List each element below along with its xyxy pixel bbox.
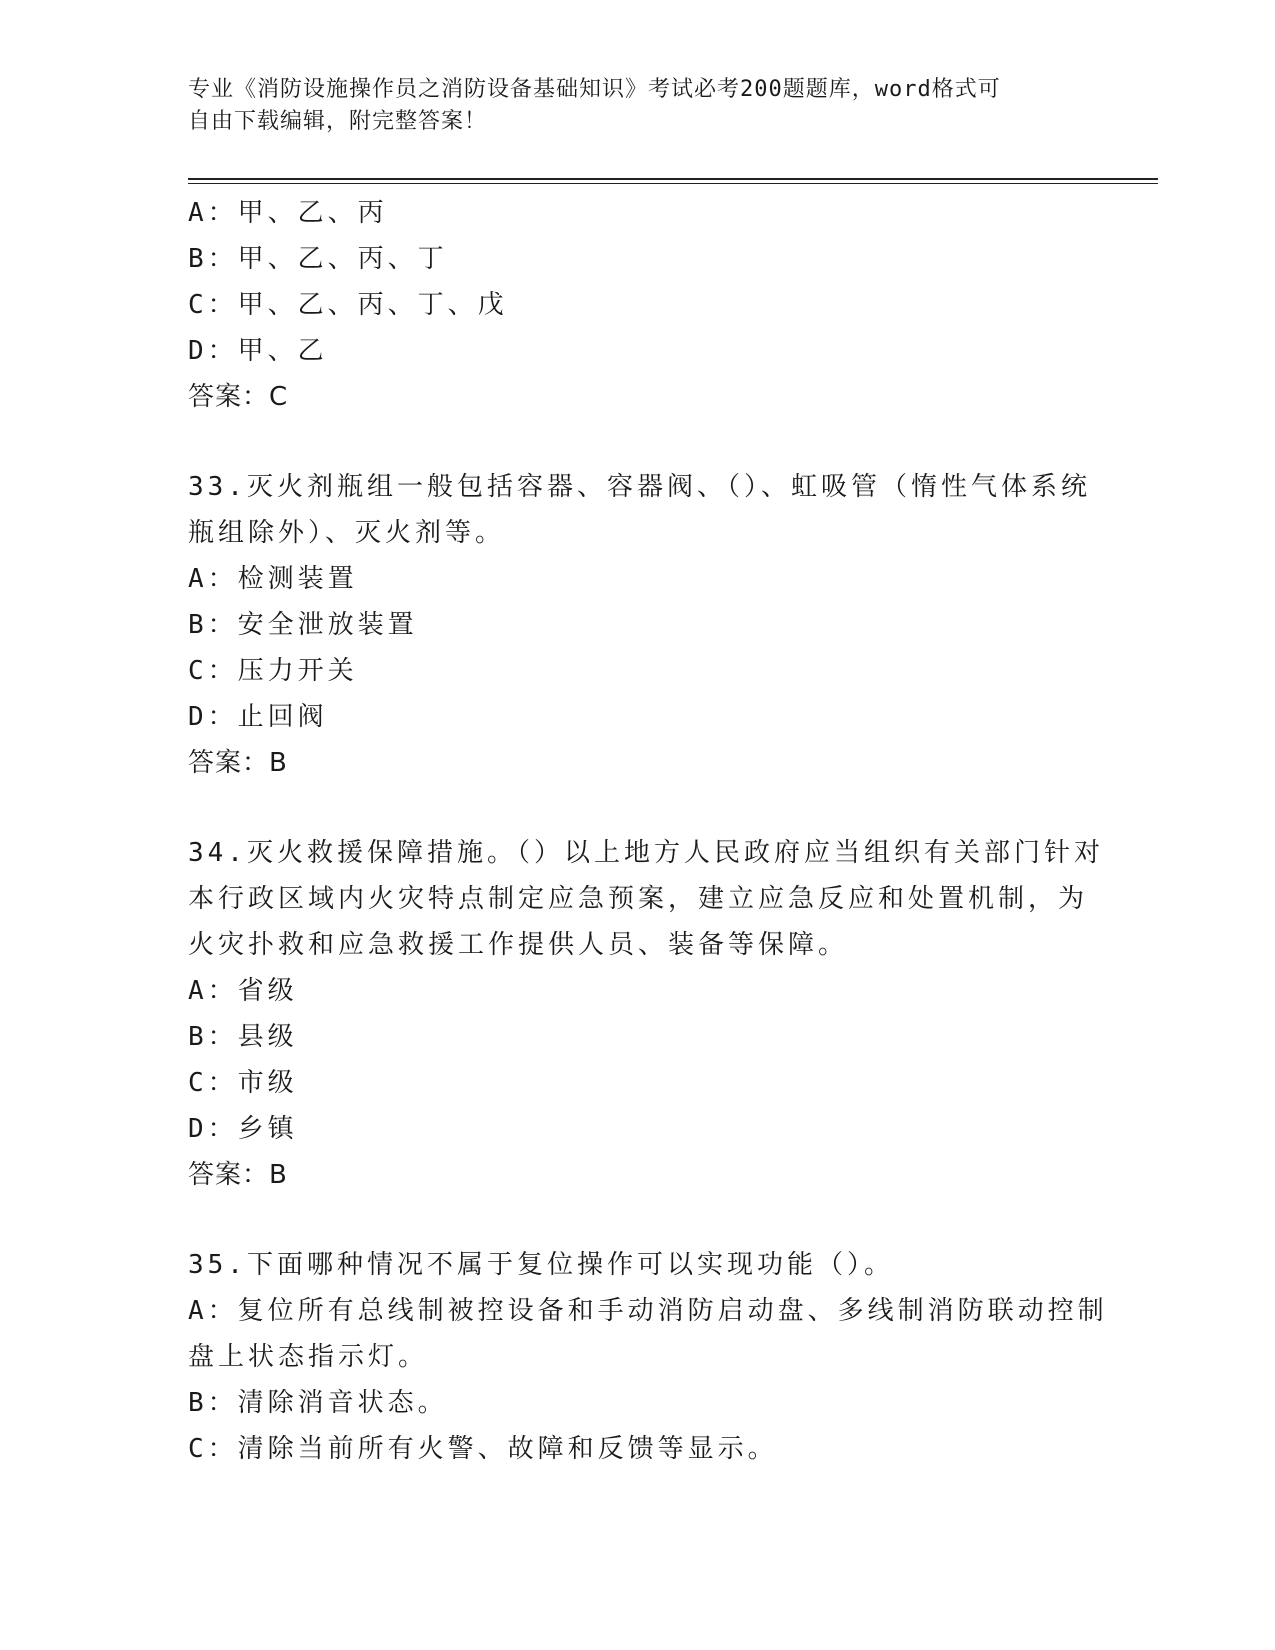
option-b: B：甲、乙、丙、丁 — [188, 244, 448, 274]
question-32 — [188, 190, 1088, 420]
header-divider — [188, 178, 1158, 180]
option-c: C：甲、乙、丙、丁、戊 — [188, 290, 508, 320]
answer: 答案：B — [188, 1160, 288, 1190]
option-c: C：市级 — [188, 1068, 298, 1098]
option-c: C：清除当前所有火警、故障和反馈等显示。 — [188, 1434, 778, 1464]
question-text: 34.灭火救援保障措施。（）以上地方人民政府应当组织有关部门针对 — [188, 838, 1104, 868]
option-a: A：复位所有总线制被控设备和手动消防启动盘、多线制消防联动控制 — [188, 1296, 1108, 1326]
option-c: C：压力开关 — [188, 656, 358, 686]
option-d: D：甲、乙 — [188, 336, 328, 366]
question-33 — [188, 464, 1091, 786]
option-d: D：乡镇 — [188, 1114, 298, 1144]
option-a: A：检测装置 — [188, 564, 358, 594]
option-b: B：县级 — [188, 1022, 298, 1052]
question-text: 35.下面哪种情况不属于复位操作可以实现功能（）。 — [188, 1250, 894, 1280]
question-text: 本行政区域内火灾特点制定应急预案，建立应急反应和处置机制，为 — [188, 884, 1089, 914]
question-34 — [188, 830, 1104, 1198]
option-a: A：省级 — [188, 976, 298, 1006]
spacer — [188, 1198, 1088, 1242]
spacer — [188, 420, 1088, 464]
header-line-1: 专业《消防设施操作员之消防设备基础知识》考试必考200题题库，word格式可 — [188, 77, 1001, 102]
option-b: B：安全泄放装置 — [188, 610, 418, 640]
question-35 — [188, 1242, 1108, 1472]
option-b: B：清除消音状态。 — [188, 1388, 448, 1418]
question-content — [188, 190, 1108, 1472]
document-header — [188, 74, 1088, 138]
option-d: D：止回阀 — [188, 702, 328, 732]
spacer — [188, 786, 1088, 830]
question-text: 火灾扑救和应急救援工作提供人员、装备等保障。 — [188, 930, 849, 960]
answer: 答案：C — [188, 382, 289, 412]
option-a: A：甲、乙、丙 — [188, 198, 388, 228]
question-text: 瓶组除外）、灭火剂等。 — [188, 518, 506, 548]
header-line-2: 自由下载编辑，附完整答案！ — [188, 109, 488, 134]
header-divider-thin — [188, 183, 1158, 184]
question-text: 33.灭火剂瓶组一般包括容器、容器阀、（）、虹吸管（惰性气体系统 — [188, 472, 1091, 502]
option-a-continued: 盘上状态指示灯。 — [188, 1342, 429, 1372]
answer: 答案：B — [188, 748, 288, 778]
